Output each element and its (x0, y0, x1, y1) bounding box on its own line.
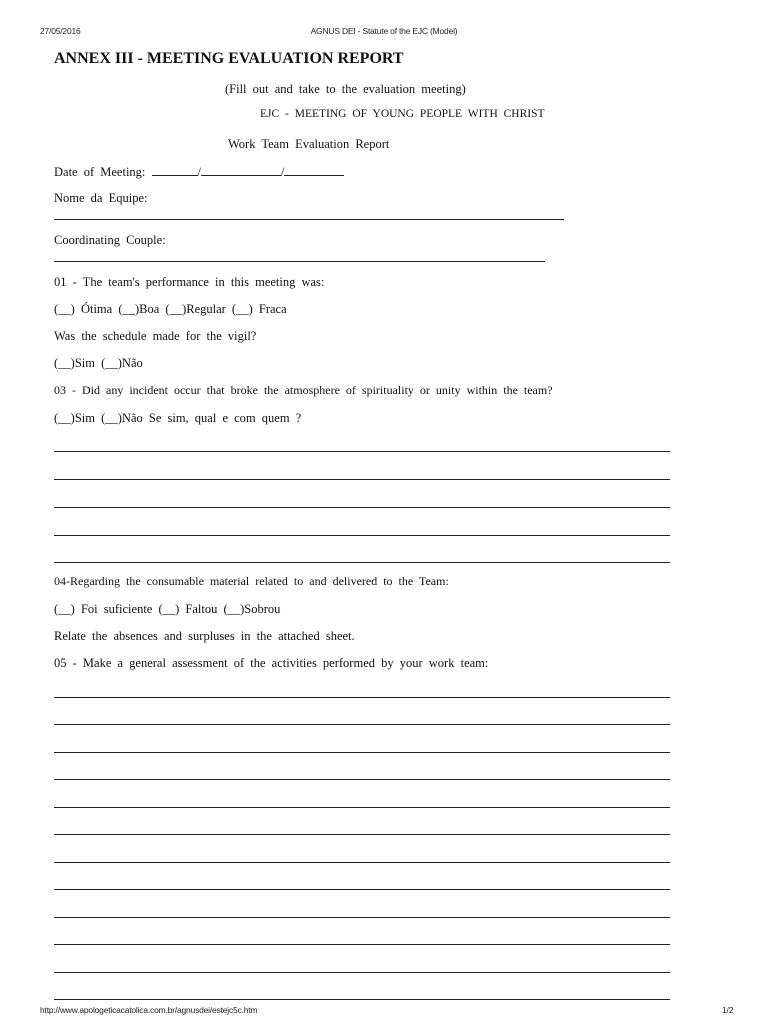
answer-line-05[interactable] (54, 697, 670, 698)
answer-line-05[interactable] (54, 779, 670, 780)
page-number: 1/2 (722, 1005, 734, 1015)
answer-line-05[interactable] (54, 889, 670, 890)
answer-line-05[interactable] (54, 972, 670, 973)
question-04-options[interactable]: (__) Foi suficiente (__) Faltou (__)Sobrou (54, 602, 281, 616)
subtitle-text: EJC - MEETING OF YOUNG PEOPLE WITH CHRIST (260, 108, 545, 120)
question-04-note: Relate the absences and surpluses in the attached sheet. (54, 629, 355, 643)
answer-line-05[interactable] (54, 917, 670, 918)
answer-line-03[interactable] (54, 507, 670, 508)
answer-line-03[interactable] (54, 479, 670, 480)
question-01-options[interactable]: (__) Ótima (__)Boa (__)Regular (__) Fraca (54, 302, 287, 316)
print-date: 27/05/2016 (40, 26, 81, 36)
print-url: http://www.apologeticacatolica.com.br/agnusdei/estejc5c.htm (40, 1005, 258, 1015)
answer-line-05[interactable] (54, 944, 670, 945)
answer-line-03[interactable] (54, 451, 670, 452)
question-01: 01 - The team's performance in this meeting was: (54, 275, 325, 289)
question-05: 05 - Make a general assessment of the activities performed by your work team: (54, 656, 489, 670)
team-name-line[interactable] (54, 219, 564, 220)
answer-line-05[interactable] (54, 999, 670, 1000)
answer-line-05[interactable] (54, 862, 670, 863)
report-name: Work Team Evaluation Report (228, 137, 390, 151)
date-year-blank[interactable] (284, 164, 344, 176)
date-field[interactable]: Date of Meeting: / / (54, 164, 344, 180)
question-03-options[interactable]: (__)Sim (__)Não Se sim, qual e com quem ? (54, 411, 302, 425)
answer-line-05[interactable] (54, 752, 670, 753)
answer-line-05[interactable] (54, 807, 670, 808)
question-03: 03 - Did any incident occur that broke the atmosphere of spirituality or unity within the team? (54, 383, 553, 397)
couple-name-line[interactable] (54, 261, 545, 262)
question-04: 04-Regarding the consumable material related to and delivered to the Team: (54, 574, 449, 588)
question-02-options[interactable]: (__)Sim (__)Não (54, 356, 143, 370)
document-title: ANNEX III - MEETING EVALUATION REPORT (54, 50, 404, 67)
answer-line-05[interactable] (54, 724, 670, 725)
date-day-blank[interactable] (152, 164, 198, 176)
answer-line-03[interactable] (54, 562, 670, 563)
answer-line-05[interactable] (54, 834, 670, 835)
instruction-text: (Fill out and take to the evaluation meeting) (225, 82, 466, 96)
date-month-blank[interactable] (201, 164, 281, 176)
answer-line-03[interactable] (54, 535, 670, 536)
print-title: AGNUS DEI - Statute of the EJC (Model) (310, 26, 458, 36)
date-label: Date of Meeting: (54, 165, 146, 179)
team-label: Nome da Equipe: (54, 191, 148, 205)
question-02: Was the schedule made for the vigil? (54, 329, 257, 343)
couple-label: Coordinating Couple: (54, 233, 166, 247)
